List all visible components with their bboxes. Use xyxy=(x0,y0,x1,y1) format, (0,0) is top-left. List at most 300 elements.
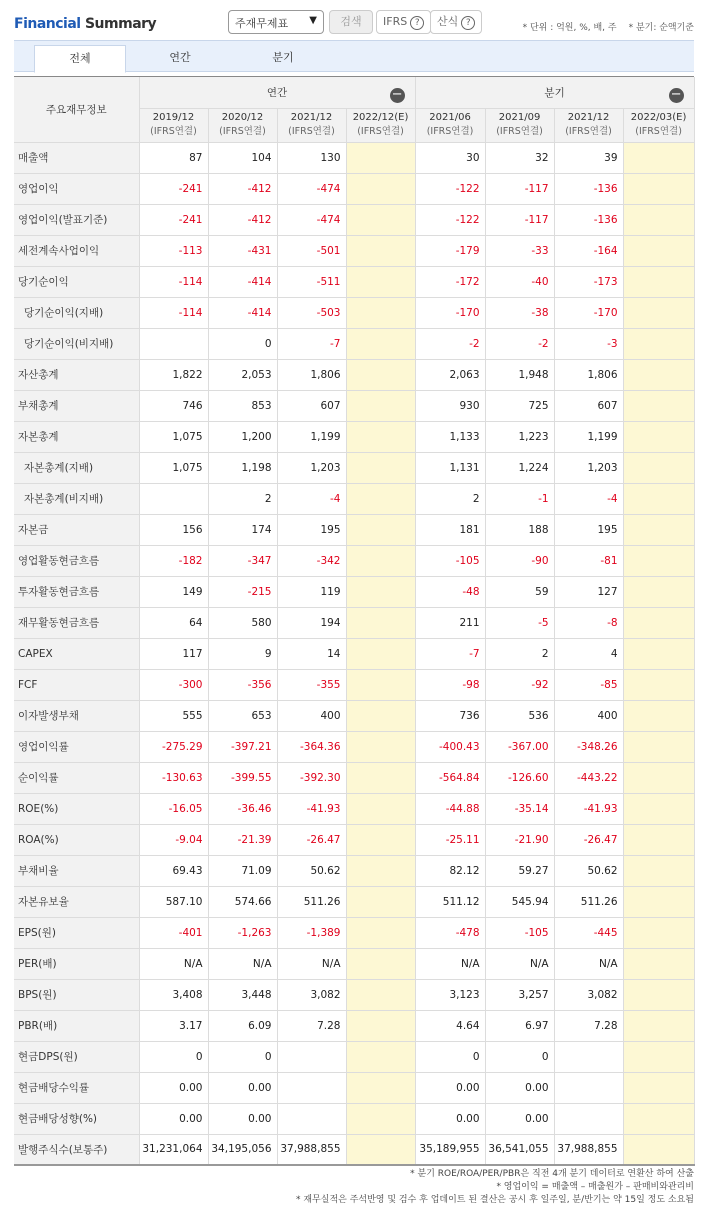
footnote: * 영업이익 = 매출액 – 매출원가 – 판매비와관리비 xyxy=(496,1182,694,1192)
column-period: 2021/12 xyxy=(290,112,333,123)
table-cell: -117 xyxy=(485,173,554,204)
table-cell: 0 xyxy=(208,328,277,359)
table-cell xyxy=(623,762,694,793)
table-cell: -40 xyxy=(485,266,554,297)
table-cell xyxy=(623,886,694,917)
table-cell: -26.47 xyxy=(277,824,346,855)
row-label: 현금배당성향(%) xyxy=(14,1103,139,1134)
table-cell: -38 xyxy=(485,297,554,328)
footnotes xyxy=(296,1168,694,1207)
table-cell xyxy=(623,204,694,235)
table-cell: 59 xyxy=(485,576,554,607)
table-row xyxy=(14,979,694,1010)
column-header xyxy=(415,108,485,142)
table-cell: 1,133 xyxy=(415,421,485,452)
table-cell: -21.90 xyxy=(485,824,554,855)
column-period: 2019/12 xyxy=(152,112,195,123)
table-cell: -172 xyxy=(415,266,485,297)
row-label: 자본금 xyxy=(14,514,139,545)
table-cell: 0.00 xyxy=(415,1103,485,1134)
footnote: * 분기 ROE/ROA/PER/PBR은 직전 4개 분기 데이터로 연환산 하여 산출 xyxy=(410,1169,694,1179)
table-cell xyxy=(623,638,694,669)
table-cell xyxy=(346,793,415,824)
row-label: EPS(원) xyxy=(14,917,139,948)
table-cell: -474 xyxy=(277,204,346,235)
table-cell xyxy=(623,1134,694,1165)
table-row xyxy=(14,297,694,328)
table-cell: 853 xyxy=(208,390,277,421)
table-cell: 2 xyxy=(415,483,485,514)
table-cell: 3,257 xyxy=(485,979,554,1010)
row-label: 세전계속사업이익 xyxy=(14,235,139,266)
table-cell: 6.09 xyxy=(208,1010,277,1041)
table-row xyxy=(14,235,694,266)
table-cell: 59.27 xyxy=(485,855,554,886)
table-cell xyxy=(346,917,415,948)
column-basis: (IFRS연결) xyxy=(357,126,404,137)
table-cell: 195 xyxy=(277,514,346,545)
column-basis: (IFRS연결) xyxy=(565,126,612,137)
table-cell xyxy=(346,452,415,483)
chevron-down-icon: ▼ xyxy=(309,15,317,26)
column-period: 2021/09 xyxy=(498,112,541,123)
table-cell: 7.28 xyxy=(277,1010,346,1041)
row-label: 투자활동현금흐름 xyxy=(14,576,139,607)
table-cell xyxy=(623,452,694,483)
table-cell: -26.47 xyxy=(554,824,623,855)
table-row xyxy=(14,731,694,762)
table-cell xyxy=(623,979,694,1010)
table-cell: 3,082 xyxy=(277,979,346,1010)
table-cell: -7 xyxy=(277,328,346,359)
table-cell: -98 xyxy=(415,669,485,700)
table-cell: -474 xyxy=(277,173,346,204)
table-cell: -4 xyxy=(554,483,623,514)
row-label: 이자발생부채 xyxy=(14,700,139,731)
table-row xyxy=(14,917,694,948)
table-cell: -364.36 xyxy=(277,731,346,762)
table-cell: 2 xyxy=(485,638,554,669)
column-basis: (IFRS연결) xyxy=(635,126,682,137)
table-cell xyxy=(623,669,694,700)
table-cell: 4 xyxy=(554,638,623,669)
table-row xyxy=(14,762,694,793)
table-cell xyxy=(623,421,694,452)
table-cell: 574.66 xyxy=(208,886,277,917)
table-cell: 188 xyxy=(485,514,554,545)
table-cell: 119 xyxy=(277,576,346,607)
table-cell: -4 xyxy=(277,483,346,514)
column-period: 2022/12(E) xyxy=(352,112,409,123)
table-cell: 725 xyxy=(485,390,554,421)
column-basis: (IFRS연결) xyxy=(496,126,543,137)
table-cell: -41.93 xyxy=(554,793,623,824)
table-cell: 2 xyxy=(208,483,277,514)
table-cell xyxy=(346,855,415,886)
table-cell xyxy=(623,607,694,638)
row-label: 부채비율 xyxy=(14,855,139,886)
table-row xyxy=(14,1103,694,1134)
table-cell: N/A xyxy=(485,948,554,979)
row-label: 매출액 xyxy=(14,142,139,173)
table-row xyxy=(14,824,694,855)
table-cell: 0.00 xyxy=(415,1072,485,1103)
table-cell: -355 xyxy=(277,669,346,700)
table-cell: 37,988,855 xyxy=(277,1134,346,1165)
table-cell xyxy=(623,328,694,359)
table-cell: -511 xyxy=(277,266,346,297)
table-cell xyxy=(346,545,415,576)
table-cell xyxy=(623,576,694,607)
table-row xyxy=(14,638,694,669)
table-cell: 194 xyxy=(277,607,346,638)
table-row xyxy=(14,452,694,483)
table-cell: 1,822 xyxy=(139,359,208,390)
tab-annual[interactable]: 연간 xyxy=(169,51,191,64)
table-cell: -48 xyxy=(415,576,485,607)
table-cell: 64 xyxy=(139,607,208,638)
table-cell xyxy=(346,824,415,855)
table-cell: -33 xyxy=(485,235,554,266)
row-label: 재무활동현금흐름 xyxy=(14,607,139,638)
table-cell: 607 xyxy=(554,390,623,421)
table-cell: 3.17 xyxy=(139,1010,208,1041)
formula-help-button[interactable] xyxy=(430,10,482,34)
table-cell: -399.55 xyxy=(208,762,277,793)
table-cell: -25.11 xyxy=(415,824,485,855)
table-cell: -3 xyxy=(554,328,623,359)
table-cell xyxy=(346,1041,415,1072)
table-cell xyxy=(346,1072,415,1103)
table-cell xyxy=(623,1010,694,1041)
help-icon: ? xyxy=(410,16,424,30)
table-cell xyxy=(346,607,415,638)
table-cell: 736 xyxy=(415,700,485,731)
column-header xyxy=(208,108,277,142)
table-cell: -300 xyxy=(139,669,208,700)
table-cell: -412 xyxy=(208,173,277,204)
table-cell: -2 xyxy=(485,328,554,359)
table-row xyxy=(14,390,694,421)
row-label: 당기순이익(지배) xyxy=(14,297,139,328)
table-row xyxy=(14,669,694,700)
table-cell: 4.64 xyxy=(415,1010,485,1041)
table-row xyxy=(14,514,694,545)
table-cell: 0.00 xyxy=(139,1103,208,1134)
row-header: 주요재무정보 xyxy=(14,77,139,142)
table-cell xyxy=(139,483,208,514)
row-label: 순이익률 xyxy=(14,762,139,793)
row-label: 영업이익률 xyxy=(14,731,139,762)
table-cell: 87 xyxy=(139,142,208,173)
table-cell: -105 xyxy=(485,917,554,948)
row-label: CAPEX xyxy=(14,638,139,669)
table-cell: 181 xyxy=(415,514,485,545)
table-cell: 2,053 xyxy=(208,359,277,390)
table-cell: 400 xyxy=(554,700,623,731)
table-cell: 34,195,056 xyxy=(208,1134,277,1165)
row-label: 자본총계(지배) xyxy=(14,452,139,483)
table-cell xyxy=(623,1041,694,1072)
table-cell: 511.26 xyxy=(554,886,623,917)
table-cell: 536 xyxy=(485,700,554,731)
ifrs-help-button[interactable] xyxy=(376,10,431,34)
table-cell: 0 xyxy=(139,1041,208,1072)
table-cell: 1,203 xyxy=(277,452,346,483)
table-cell: -136 xyxy=(554,173,623,204)
table-cell xyxy=(623,1103,694,1134)
row-label: PER(배) xyxy=(14,948,139,979)
column-header xyxy=(623,108,694,142)
table-cell: 1,224 xyxy=(485,452,554,483)
top-bar xyxy=(0,0,704,40)
row-label: BPS(원) xyxy=(14,979,139,1010)
table-cell: -478 xyxy=(415,917,485,948)
table-cell: 3,408 xyxy=(139,979,208,1010)
table-cell xyxy=(346,1103,415,1134)
table-row xyxy=(14,1134,694,1165)
ifrs-label: IFRS xyxy=(383,15,408,28)
table-cell: -9.04 xyxy=(139,824,208,855)
row-label: 발행주식수(보통주) xyxy=(14,1134,139,1165)
table-cell: 1,198 xyxy=(208,452,277,483)
table-row xyxy=(14,204,694,235)
table-cell xyxy=(346,173,415,204)
table-row xyxy=(14,266,694,297)
table-cell: 6.97 xyxy=(485,1010,554,1041)
table-cell: 130 xyxy=(277,142,346,173)
annual-group-label: 연간 xyxy=(266,86,288,99)
table-cell: -114 xyxy=(139,297,208,328)
table-cell: 0.00 xyxy=(208,1072,277,1103)
table-cell xyxy=(346,1010,415,1041)
table-cell: -2 xyxy=(415,328,485,359)
table-cell: 1,131 xyxy=(415,452,485,483)
table-cell: -126.60 xyxy=(485,762,554,793)
table-cell: 3,123 xyxy=(415,979,485,1010)
table-cell: -356 xyxy=(208,669,277,700)
table-cell: 71.09 xyxy=(208,855,277,886)
table-row xyxy=(14,607,694,638)
table-cell: -117 xyxy=(485,204,554,235)
column-basis: (IFRS연결) xyxy=(426,126,474,137)
table-cell: 0 xyxy=(485,1041,554,1072)
table-cell xyxy=(139,328,208,359)
select-value: 주재무제표 xyxy=(235,17,289,30)
table-cell xyxy=(623,793,694,824)
table-cell: -81 xyxy=(554,545,623,576)
table-cell: -348.26 xyxy=(554,731,623,762)
table-cell: 580 xyxy=(208,607,277,638)
table-cell: 7.28 xyxy=(554,1010,623,1041)
table-cell: -401 xyxy=(139,917,208,948)
table-cell xyxy=(346,948,415,979)
table-cell: 82.12 xyxy=(415,855,485,886)
table-cell xyxy=(623,545,694,576)
table-cell: 511.26 xyxy=(277,886,346,917)
table-cell xyxy=(277,1072,346,1103)
table-cell: -215 xyxy=(208,576,277,607)
row-label: 당기순이익(비지배) xyxy=(14,328,139,359)
table-cell: -122 xyxy=(415,204,485,235)
collapse-icon[interactable]: − xyxy=(390,88,405,103)
column-header xyxy=(554,108,623,142)
table-cell: 39 xyxy=(554,142,623,173)
table-cell xyxy=(554,1103,623,1134)
search-button[interactable]: 검색 xyxy=(329,10,373,34)
tab-quarter[interactable]: 분기 xyxy=(272,51,294,64)
table-cell: -1,263 xyxy=(208,917,277,948)
row-label: 자본총계(비지배) xyxy=(14,483,139,514)
table-cell: -347 xyxy=(208,545,277,576)
table-cell xyxy=(346,886,415,917)
table-row xyxy=(14,142,694,173)
footnote: * 재무실적은 주석반영 및 검수 후 업데이트 된 결산은 공시 후 일주일, 분/반기는 약 15일 정도 소요됨 xyxy=(296,1195,694,1205)
table-cell xyxy=(346,483,415,514)
table-cell: 14 xyxy=(277,638,346,669)
table-cell: -443.22 xyxy=(554,762,623,793)
table-cell: 36,541,055 xyxy=(485,1134,554,1165)
table-cell xyxy=(346,204,415,235)
table-cell: -113 xyxy=(139,235,208,266)
column-header xyxy=(485,108,554,142)
table-cell: -8 xyxy=(554,607,623,638)
table-cell xyxy=(346,700,415,731)
table-cell xyxy=(623,731,694,762)
column-basis: (IFRS연결) xyxy=(150,126,197,137)
table-row xyxy=(14,886,694,917)
table-cell: 1,948 xyxy=(485,359,554,390)
table-row xyxy=(14,1072,694,1103)
row-label: 현금배당수익률 xyxy=(14,1072,139,1103)
table-cell: 1,200 xyxy=(208,421,277,452)
table-cell xyxy=(346,514,415,545)
table-cell: N/A xyxy=(139,948,208,979)
page-title xyxy=(14,16,156,32)
table-cell xyxy=(346,390,415,421)
table-cell: -1,389 xyxy=(277,917,346,948)
table-cell: -35.14 xyxy=(485,793,554,824)
table-cell xyxy=(346,142,415,173)
table-cell: -44.88 xyxy=(415,793,485,824)
table-cell: -503 xyxy=(277,297,346,328)
table-cell: -114 xyxy=(139,266,208,297)
table-cell: -36.46 xyxy=(208,793,277,824)
table-cell xyxy=(346,669,415,700)
table-cell xyxy=(623,173,694,204)
table-row xyxy=(14,700,694,731)
table-cell: -130.63 xyxy=(139,762,208,793)
table-row xyxy=(14,793,694,824)
table-cell: -90 xyxy=(485,545,554,576)
financial-summary-table xyxy=(14,77,695,1166)
column-period: 2021/06 xyxy=(429,112,471,123)
table-cell: 211 xyxy=(415,607,485,638)
table-cell: -85 xyxy=(554,669,623,700)
table-cell: 1,199 xyxy=(277,421,346,452)
table-cell: 511.12 xyxy=(415,886,485,917)
row-label: 부채총계 xyxy=(14,390,139,421)
table-cell: 0.00 xyxy=(485,1103,554,1134)
column-basis: (IFRS연결) xyxy=(288,126,335,137)
table-cell xyxy=(346,576,415,607)
annual-group-header xyxy=(139,77,415,108)
table-row xyxy=(14,173,694,204)
table-cell xyxy=(623,855,694,886)
table-cell xyxy=(346,979,415,1010)
table-cell: -392.30 xyxy=(277,762,346,793)
row-label: 당기순이익 xyxy=(14,266,139,297)
row-label: 현금DPS(원) xyxy=(14,1041,139,1072)
table-cell xyxy=(346,297,415,328)
table-row xyxy=(14,576,694,607)
table-row xyxy=(14,948,694,979)
table-cell: -92 xyxy=(485,669,554,700)
column-header xyxy=(346,108,415,142)
table-cell: -173 xyxy=(554,266,623,297)
table-cell: 746 xyxy=(139,390,208,421)
table-cell xyxy=(346,235,415,266)
table-cell: 0.00 xyxy=(139,1072,208,1103)
row-label: 영업활동현금흐름 xyxy=(14,545,139,576)
column-header xyxy=(277,108,346,142)
formula-label: 산식 xyxy=(437,15,459,28)
title-part2: Summary xyxy=(84,16,157,32)
table-cell xyxy=(623,700,694,731)
table-cell: -16.05 xyxy=(139,793,208,824)
table-cell: -1 xyxy=(485,483,554,514)
tab-all[interactable]: 전체 xyxy=(34,45,126,73)
table-cell: -501 xyxy=(277,235,346,266)
table-cell: 195 xyxy=(554,514,623,545)
table-cell: 1,806 xyxy=(277,359,346,390)
table-cell: -275.29 xyxy=(139,731,208,762)
table-cell: 1,806 xyxy=(554,359,623,390)
table-row xyxy=(14,1010,694,1041)
table-cell xyxy=(623,235,694,266)
table-cell: 30 xyxy=(415,142,485,173)
table-cell: 35,189,955 xyxy=(415,1134,485,1165)
table-cell: 555 xyxy=(139,700,208,731)
column-period: 2020/12 xyxy=(221,112,264,123)
table-cell: 69.43 xyxy=(139,855,208,886)
table-cell xyxy=(346,1134,415,1165)
row-label: 자산총계 xyxy=(14,359,139,390)
table-cell xyxy=(623,1072,694,1103)
table-cell: N/A xyxy=(554,948,623,979)
row-label: PBR(배) xyxy=(14,1010,139,1041)
table-cell: -241 xyxy=(139,173,208,204)
table-cell: 0 xyxy=(208,1041,277,1072)
table-row xyxy=(14,1041,694,1072)
table-cell: 545.94 xyxy=(485,886,554,917)
statement-type-select[interactable] xyxy=(228,10,324,34)
table-cell xyxy=(346,638,415,669)
table-cell: 1,199 xyxy=(554,421,623,452)
row-label: 자본유보율 xyxy=(14,886,139,917)
collapse-icon[interactable]: − xyxy=(669,88,684,103)
table-cell: -122 xyxy=(415,173,485,204)
table-cell: 50.62 xyxy=(554,855,623,886)
table-cell: 0 xyxy=(415,1041,485,1072)
table-cell xyxy=(346,762,415,793)
row-label: 영업이익 xyxy=(14,173,139,204)
table-cell: 930 xyxy=(415,390,485,421)
table-cell xyxy=(346,328,415,359)
table-cell: -400.43 xyxy=(415,731,485,762)
table-row xyxy=(14,328,694,359)
table-cell: -367.00 xyxy=(485,731,554,762)
